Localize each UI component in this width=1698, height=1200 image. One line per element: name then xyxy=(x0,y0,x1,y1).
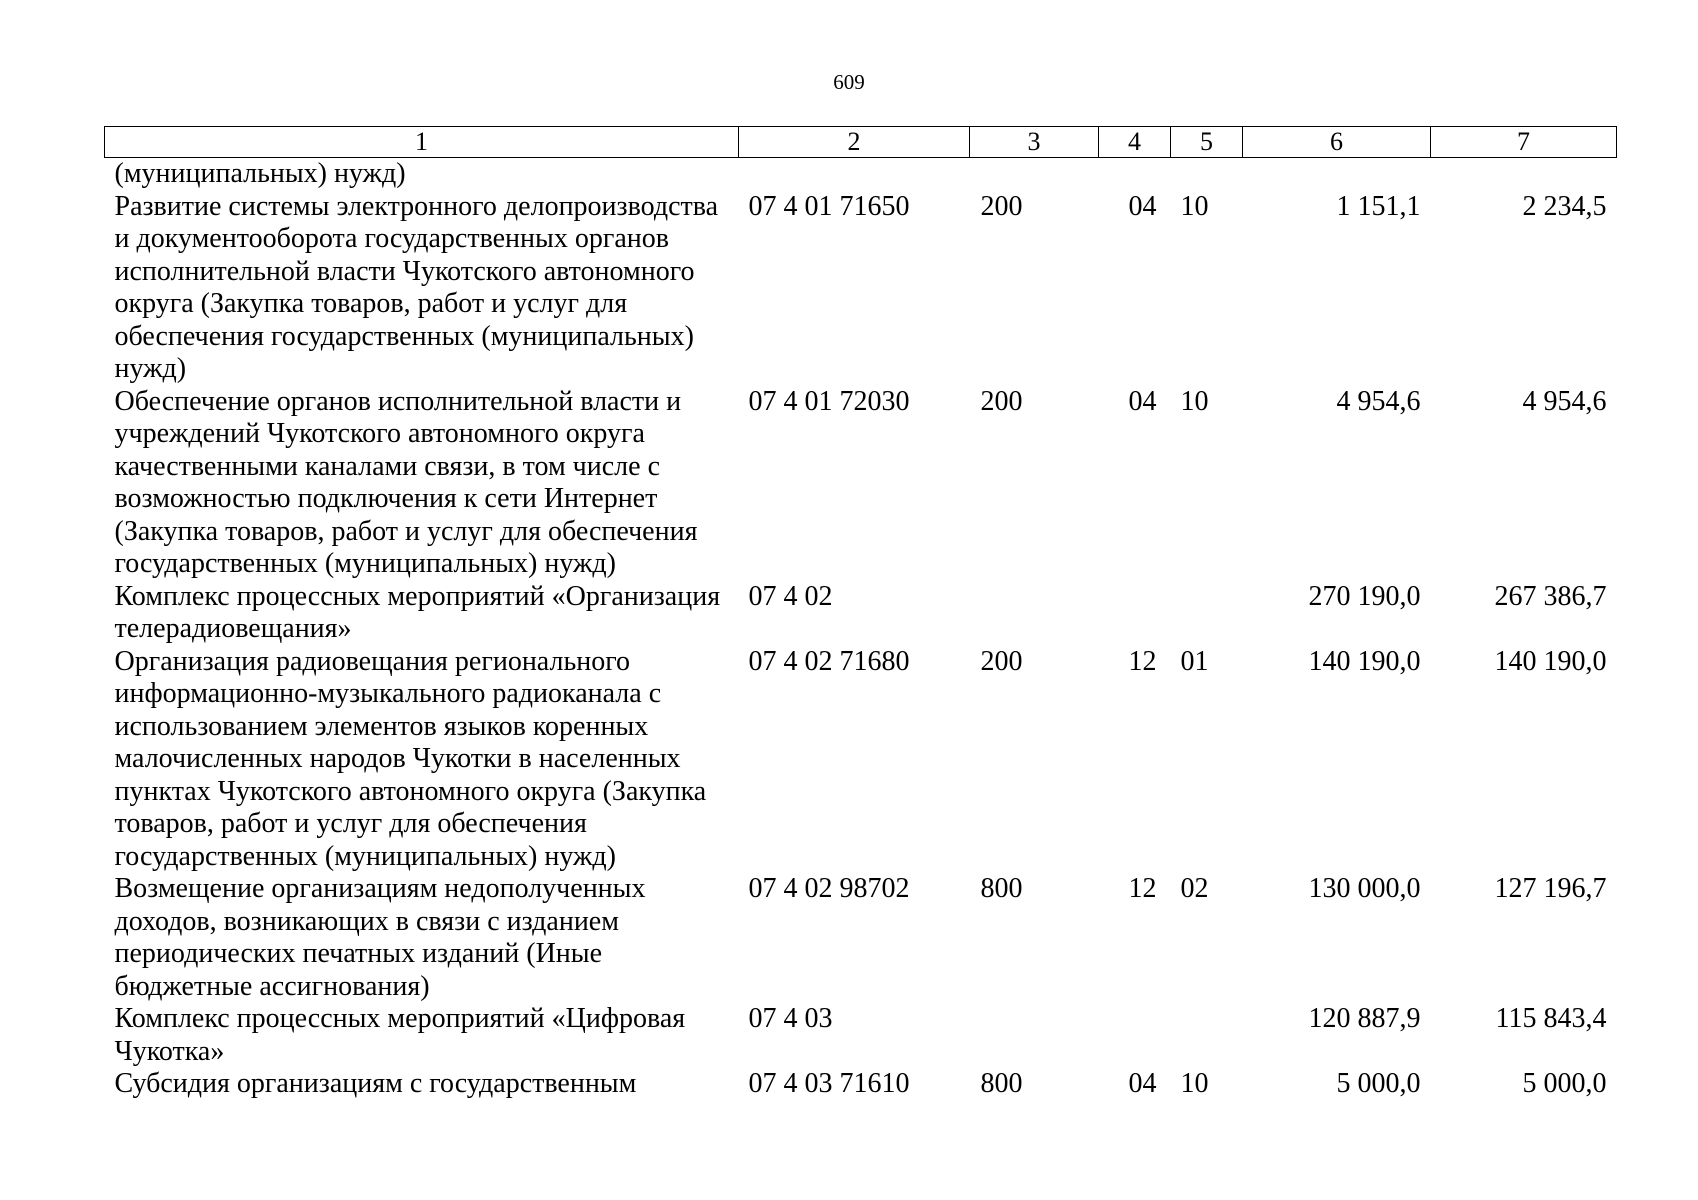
row-expense-type: 200 xyxy=(980,190,1023,222)
row-section xyxy=(1099,158,1171,191)
row-code: 07 4 03 71610 xyxy=(748,1068,910,1099)
row-name: Субсидия организациям с государственным xyxy=(114,1068,637,1099)
row-code: 07 4 02 71680 xyxy=(748,645,910,677)
header-col-7: 7 xyxy=(1431,127,1617,158)
table-header xyxy=(105,127,1617,158)
header-col-3: 3 xyxy=(970,127,1099,158)
row-name: Комплекс процессных мероприятий «Цифровая Чукотка» xyxy=(114,1003,686,1067)
row-expense-type: 800 xyxy=(980,1068,1023,1099)
row-amount-1: 270 190,0 xyxy=(1308,580,1421,612)
row-subsection: 10 xyxy=(1180,1068,1209,1099)
table-row xyxy=(105,581,1617,646)
table-row xyxy=(105,386,1617,581)
page-number: 609 xyxy=(833,70,865,94)
row-code: 07 4 01 71650 xyxy=(748,190,910,222)
row-amount-1: 140 190,0 xyxy=(1308,645,1421,677)
row-amount-2 xyxy=(1431,158,1617,191)
row-expense-type: 200 xyxy=(980,645,1023,677)
row-subsection: 01 xyxy=(1180,645,1209,677)
row-code: 07 4 03 xyxy=(748,1003,833,1034)
row-section: 04 xyxy=(1128,190,1157,222)
row-section: 12 xyxy=(1128,873,1157,904)
row-subsection xyxy=(1171,581,1243,646)
row-expense-type xyxy=(970,158,1099,191)
header-col-5: 5 xyxy=(1171,127,1243,158)
row-amount-1: 5 000,0 xyxy=(1336,1068,1421,1099)
table-row xyxy=(105,1003,1617,1068)
header-col-6: 6 xyxy=(1243,127,1431,158)
row-name: Обеспечение органов исполнительной власти и учреждений Чукотского автономного округа качественными каналами связи, в том числе с возможностью подключения к сети Интернет (Закупка товаров, работ и услуг для обеспечения государственных (муниципальных) нужд) xyxy=(114,385,698,579)
table-row xyxy=(105,191,1617,386)
row-amount-2: 267 386,7 xyxy=(1494,580,1607,612)
row-amount-2: 5 000,0 xyxy=(1522,1068,1607,1099)
row-section xyxy=(1099,581,1171,646)
row-amount-2: 2 234,5 xyxy=(1522,190,1607,222)
row-amount-1: 130 000,0 xyxy=(1308,873,1421,904)
row-code: 07 4 02 98702 xyxy=(748,873,910,904)
row-name: Организация радиовещания регионального информационно-музыкального радиоканала с использованием элементов языков коренных малочисленных народов Чукотки в населенных пунктах Чукотского автономного округа (Закупка товаров, работ и услуг для обеспечения государственных (муниципальных) нужд) xyxy=(114,645,707,872)
table-body xyxy=(105,158,1617,1101)
budget-table xyxy=(104,126,1617,1101)
row-code: 07 4 01 72030 xyxy=(748,385,910,417)
header-col-2: 2 xyxy=(739,127,970,158)
row-amount-1 xyxy=(1243,158,1431,191)
header-col-1: 1 xyxy=(105,127,739,158)
row-name: Возмещение организациям недополученных доходов, возникающих в связи с изданием периодических печатных изданий (Иные бюджетные ассигнования) xyxy=(114,873,646,1002)
header-col-4: 4 xyxy=(1099,127,1171,158)
table-row xyxy=(105,873,1617,1003)
row-name: Развитие системы электронного делопроизводства и документооборота государственных органов исполнительной власти Чукотского автономного округа (Закупка товаров, работ и услуг для обеспечения государственных (муниципальных) нужд) xyxy=(114,190,719,384)
row-amount-2: 127 196,7 xyxy=(1494,873,1607,904)
row-code: 07 4 02 xyxy=(748,580,833,612)
row-amount-2: 140 190,0 xyxy=(1494,645,1607,677)
row-section: 12 xyxy=(1128,645,1157,677)
row-expense-type xyxy=(970,1003,1099,1068)
row-subsection xyxy=(1171,1003,1243,1068)
row-subsection: 10 xyxy=(1180,190,1209,222)
row-amount-1: 1 151,1 xyxy=(1336,190,1421,222)
row-subsection: 10 xyxy=(1180,385,1209,417)
row-subsection xyxy=(1171,158,1243,191)
header-row xyxy=(105,127,1617,158)
row-name: (муниципальных) нужд) xyxy=(114,158,406,189)
row-code xyxy=(739,158,970,191)
row-section: 04 xyxy=(1128,385,1157,417)
row-section xyxy=(1099,1003,1171,1068)
row-amount-2: 115 843,4 xyxy=(1495,1003,1607,1034)
row-amount-2: 4 954,6 xyxy=(1522,385,1607,417)
row-expense-type: 800 xyxy=(980,873,1023,904)
row-subsection: 02 xyxy=(1180,873,1209,904)
table-row xyxy=(105,646,1617,874)
row-section: 04 xyxy=(1128,1068,1157,1099)
row-name: Комплекс процессных мероприятий «Организация телерадиовещания» xyxy=(114,580,721,644)
table-row xyxy=(105,158,1617,191)
row-expense-type xyxy=(970,581,1099,646)
row-amount-1: 4 954,6 xyxy=(1336,385,1421,417)
row-expense-type: 200 xyxy=(980,385,1023,417)
table-row xyxy=(105,1068,1617,1101)
row-amount-1: 120 887,9 xyxy=(1308,1003,1421,1034)
